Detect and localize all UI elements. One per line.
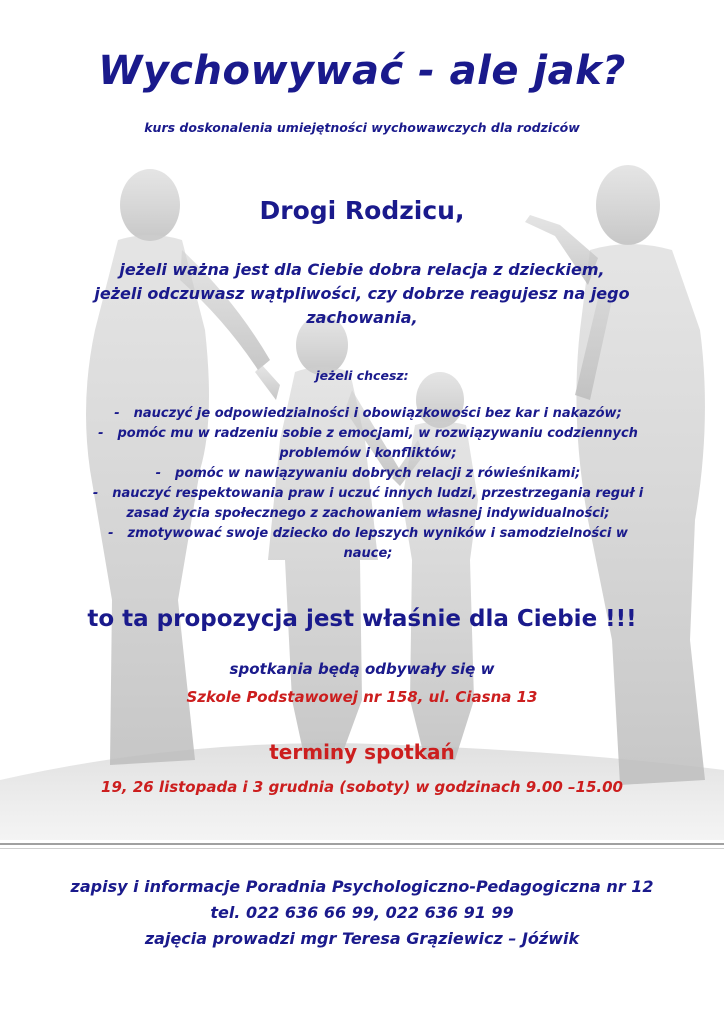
goal-text: nauczyć je odpowiedzialności i obowiązkowości bez kar i nakazów; [133, 406, 622, 421]
goal-text: nauczyć respektowania praw i uczuć innych ludzi, przestrzegania reguł i zasad życia społecznego z zachowaniem własnej indywidualności; [112, 486, 644, 521]
goal-text: pomóc mu w radzeniu sobie z emocjami, w rozwiązywaniu codziennych problemów i konfliktów; [117, 426, 638, 461]
poster-subtitle: kurs doskonalenia umiejętności wychowawczych dla rodziców [144, 120, 580, 135]
goal-text: zmotywować swoje dziecko do lepszych wyników i samodzielności w nauce; [127, 526, 628, 561]
list-item [82, 484, 654, 524]
venue-text: Szkole Podstawowej nr 158, ul. Ciasna 13 [186, 688, 538, 706]
greeting: Drogi Rodzicu, [259, 196, 465, 225]
bullet-dash: - [114, 406, 120, 421]
offer-heading: to ta propozycja jest właśnie dla Ciebie !!! [87, 606, 637, 632]
list-item [82, 524, 654, 564]
list-item [82, 404, 654, 424]
list-item [82, 424, 654, 464]
bullet-dash: - [155, 466, 162, 481]
footer-divider-thin [0, 848, 724, 849]
intro-line: jeżeli odczuwasz wątpliwości, czy dobrze reagujesz na jego zachowania, [94, 284, 630, 327]
poster-title: Wychowywać - ale jak? [98, 48, 626, 94]
bullet-dash: - [108, 526, 114, 541]
footer-line: tel. 022 636 66 99, 022 636 91 99 [210, 903, 514, 922]
goal-text: pomóc w nawiązywaniu dobrych relacji z rówieśnikami; [175, 466, 581, 481]
bullet-dash: - [92, 486, 99, 501]
list-item [82, 464, 654, 484]
if-you-want-label: jeżeli chcesz: [315, 368, 409, 383]
intro-paragraph [82, 258, 642, 330]
goals-list [82, 404, 654, 564]
dates-text: 19, 26 listopada i 3 grudnia (soboty) w godzinach 9.00 –15.00 [101, 778, 623, 796]
intro-line: jeżeli ważna jest dla Ciebie dobra relacja z dzieckiem, [119, 260, 605, 279]
dates-heading: terminy spotkań [269, 740, 455, 764]
footer-divider [0, 843, 724, 845]
meetings-text: spotkania będą odbywały się w [229, 660, 495, 678]
footer-info [0, 874, 724, 952]
footer-line: zajęcia prowadzi mgr Teresa Grąziewicz – Jóźwik [144, 929, 580, 948]
bullet-dash: - [98, 426, 104, 441]
footer-line: zapisy i informacje Poradnia Psychologiczno-Pedagogiczna nr 12 [70, 877, 654, 896]
